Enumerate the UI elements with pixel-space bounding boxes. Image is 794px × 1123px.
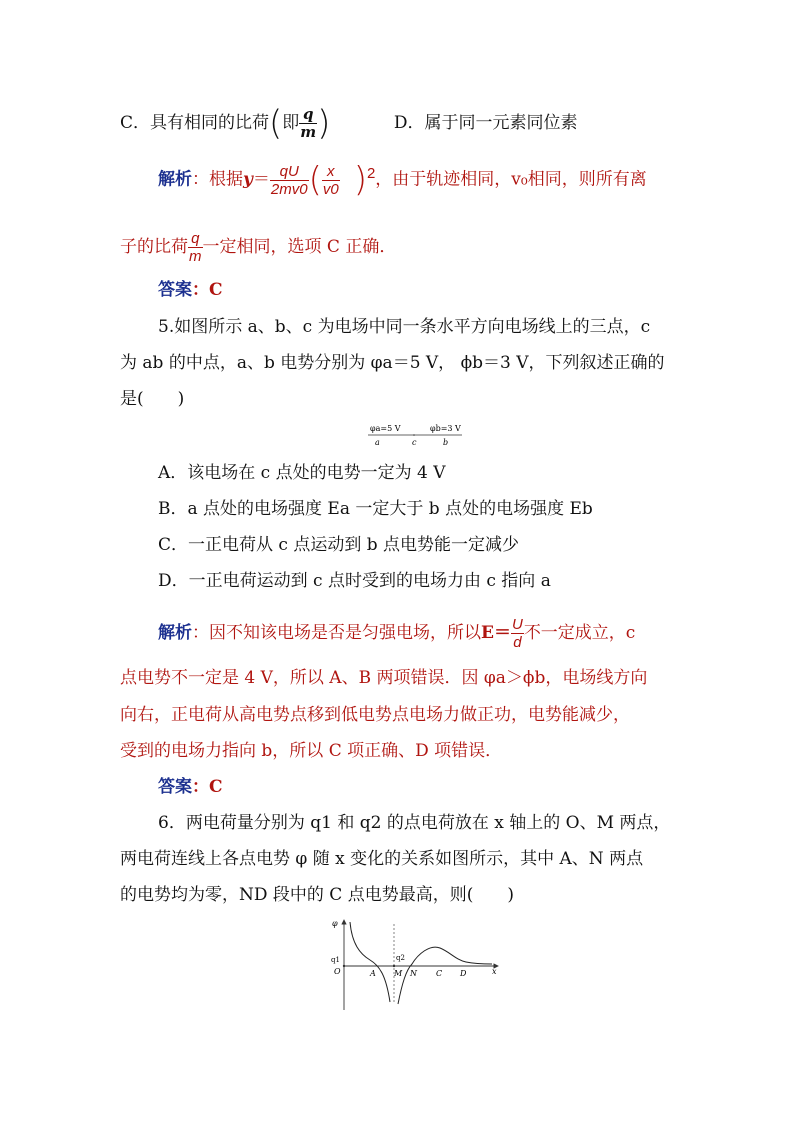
- q4-analysis-rest: ，由于轨迹相同，v₀相同，则所有离: [375, 169, 647, 190]
- q5-analysis-line4: 受到的电场力指向 b，所以 C 项正确、D 项错误．: [120, 741, 503, 761]
- q5-stem-line3: 是( ): [120, 389, 185, 409]
- q6-potential-figure: [326, 914, 506, 1014]
- q4-formula-inner-num: x: [322, 163, 340, 181]
- q4-option-c-num: q: [299, 106, 317, 124]
- q4-analysis-l2a: 子的比荷: [120, 237, 188, 257]
- q5-fig-pt-a: a: [375, 438, 380, 447]
- q6-fig-dot-q2: [393, 965, 395, 967]
- q4-formula-inner-fraction: [322, 163, 340, 198]
- q4-answer: [158, 278, 223, 302]
- q6-fig-label-q1: q1: [331, 956, 340, 964]
- q4-analysis-label: 解析: [158, 169, 192, 190]
- q4-formula-eq: ＝: [252, 169, 270, 190]
- q4-formula-inner-den: v0: [322, 180, 339, 198]
- q5-field-line-figure: [366, 422, 466, 450]
- q5-analysis-fraction: [511, 616, 524, 651]
- q6-fig-label-A: A: [370, 969, 376, 978]
- q5-analysis-label: 解析: [158, 623, 192, 643]
- q5-option-d: D．一正电荷运动到 c 点时受到的电场力由 c 指向 a: [158, 571, 551, 591]
- q4-option-d: D．属于同一元素同位素: [393, 113, 578, 133]
- q4-formula-exp: 2: [366, 165, 376, 182]
- q6-fig-label-x: x: [492, 967, 497, 976]
- q5-fig-phi-a: φa=5 V: [370, 424, 401, 433]
- q4-option-row: [120, 103, 578, 144]
- q4-answer-value: ：C: [192, 280, 223, 300]
- q6-fig-label-q2: q2: [396, 954, 405, 962]
- q5-analysis-l1b: 不一定成立，c: [523, 623, 636, 643]
- q4-option-c-den: m: [300, 123, 317, 141]
- q4-analysis-l2-den: m: [189, 248, 202, 265]
- q5-analysis-num: U: [511, 616, 523, 633]
- q5-fig-phi-b: φb=3 V: [430, 424, 461, 433]
- q4-analysis-l2-fraction: [188, 230, 203, 265]
- q6-stem-line2: 两电荷连线上各点电势 φ 随 x 变化的关系如图所示，其中 A、N 两点: [120, 849, 644, 869]
- q6-fig-label-O: O: [334, 967, 341, 976]
- q6-stem-line1: 6．两电荷量分别为 q1 和 q2 的点电荷放在 x 轴上的 O、M 两点，: [158, 813, 671, 833]
- q6-fig-label-phi: φ: [332, 919, 338, 928]
- q6-fig-label-N: N: [410, 969, 417, 978]
- q4-option-c-ji: 即: [282, 113, 300, 133]
- q6-fig-curve-left: [350, 922, 390, 1002]
- q5-fig-dot-c: [413, 434, 415, 436]
- q5-analysis-line2: 点电势不一定是 4 V，所以 A、B 两项错误．因 φa＞ϕb，电场线方向: [120, 668, 648, 688]
- q5-answer-value: ：C: [192, 777, 223, 797]
- q4-formula-den: 2mv0: [270, 180, 308, 198]
- q5-fig-pt-c: c: [412, 438, 417, 447]
- q5-option-c: C．一正电荷从 c 点运动到 b 点电势能一定减少: [158, 535, 520, 555]
- q6-fig-label-D: D: [460, 969, 467, 978]
- q5-stem-line2: 为 ab 的中点，a、b 电势分别为 φa＝5 V， ϕb＝3 V，下列叙述正确的: [120, 353, 665, 373]
- q6-fig-label-M: M: [394, 969, 403, 978]
- q4-analysis-intro: ：根据: [192, 169, 243, 190]
- q5-analysis-den: d: [513, 634, 522, 651]
- q4-analysis-line1: [158, 160, 647, 201]
- q5-option-b: B．a 点处的电场强度 Ea 一定大于 b 点处的电场强度 Eb: [158, 499, 593, 519]
- q5-analysis-l1a: ：因不知该电场是否是匀强电场，所以: [192, 623, 481, 643]
- q5-analysis-line3: 向右，正电荷从高电势点移到低电势点电场力做正功，电势能减少，: [120, 705, 630, 725]
- q4-formula-y: y: [243, 169, 253, 190]
- q4-option-c: C．具有相同的比荷: [120, 113, 270, 133]
- q5-analysis-E: E＝: [481, 623, 511, 643]
- q6-fig-dot-q1: [343, 965, 345, 967]
- q5-option-a: A．该电场在 c 点处的电势一定为 4 V: [158, 463, 446, 483]
- q4-option-c-fraction: [299, 106, 317, 141]
- q5-answer-label: 答案: [158, 777, 192, 797]
- q4-option-c-paren: (: [269, 103, 283, 144]
- q4-option-c-close: ): [317, 103, 331, 144]
- q5-fig-pt-b: b: [443, 438, 449, 447]
- q6-fig-label-C: C: [436, 969, 443, 978]
- q4-analysis-line2: [120, 230, 396, 265]
- q4-analysis-l2-num: q: [188, 230, 203, 248]
- q5-answer: [158, 775, 223, 799]
- q4-formula-fraction: [270, 163, 309, 198]
- q5-stem-line1: 5.如图所示 a、b、c 为电场中同一条水平方向电场线上的三点，c: [158, 317, 651, 337]
- q4-answer-label: 答案: [158, 280, 192, 300]
- q6-stem-line3: 的电势均为零，ND 段中的 C 点电势最高，则( ): [120, 885, 514, 905]
- q4-formula-paren-open: (: [308, 160, 322, 201]
- q5-analysis-line1: [158, 616, 635, 651]
- q4-formula-num: qU: [270, 163, 309, 181]
- q4-analysis-l2b: 一定相同，选项 C 正确．: [202, 237, 397, 257]
- q4-formula-paren-close: ): [353, 160, 367, 201]
